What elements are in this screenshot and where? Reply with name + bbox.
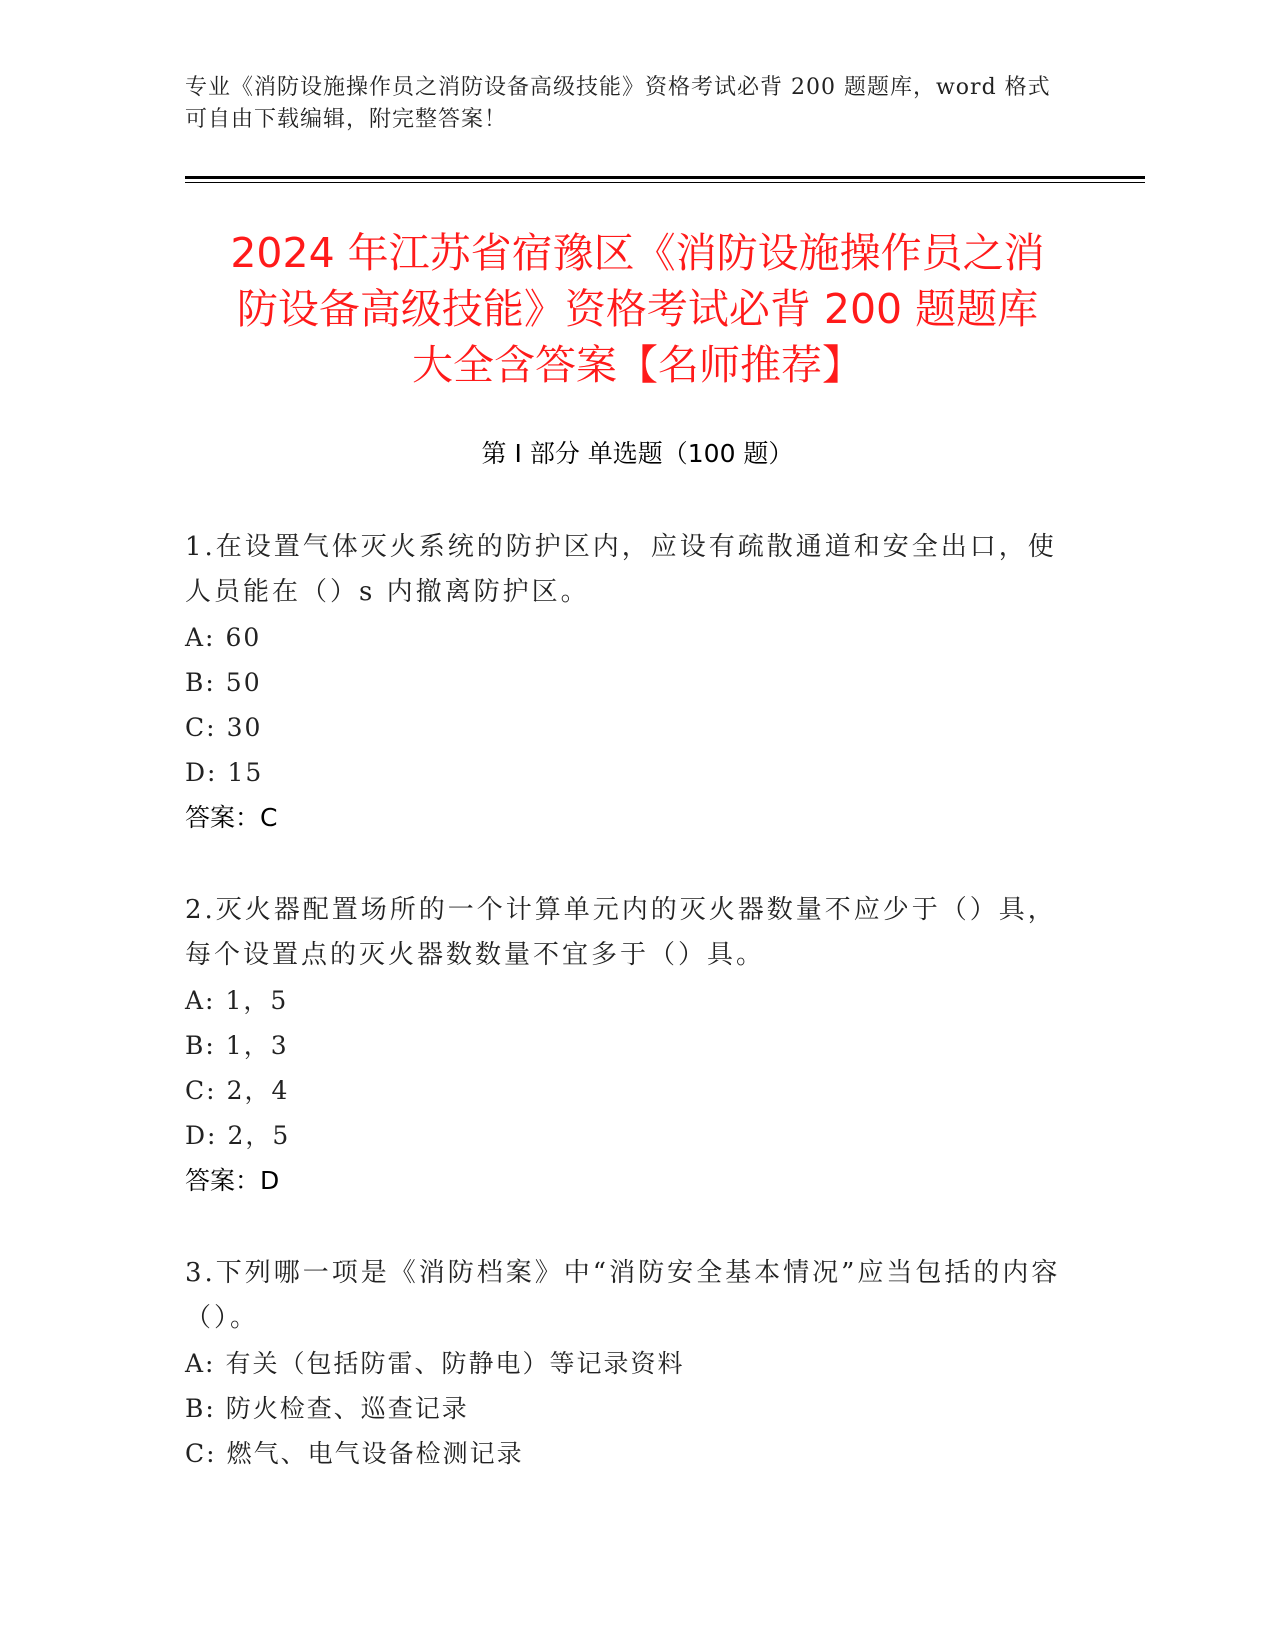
option-text: 防火检查、巡查记录 (225, 1394, 469, 1423)
question-list (185, 525, 1065, 1524)
title-line-3: 大全含答案【名师推荐】 (412, 341, 863, 389)
option-label: B: (185, 1394, 216, 1423)
option-a (185, 615, 1065, 660)
question-3 (185, 1251, 1065, 1476)
answer: 答案：D (185, 1166, 280, 1195)
document-title (150, 225, 1125, 393)
header-divider-thick (185, 176, 1145, 179)
option-a (185, 978, 1065, 1023)
option-label: A: (185, 623, 216, 652)
question-stem: 3.下列哪一项是《消防档案》中“消防安全基本情况”应当包括的内容（）。 (185, 1258, 1061, 1333)
option-a (185, 1341, 1065, 1386)
option-text: 2，5 (227, 1121, 291, 1150)
option-label: C: (185, 1439, 217, 1468)
section-heading: 第 I 部分 单选题（100 题） (481, 439, 794, 468)
question-1 (185, 525, 1065, 840)
title-line-2: 防设备高级技能》资格考试必背 200 题题库 (236, 285, 1039, 333)
option-b (185, 1386, 1065, 1431)
option-text: 60 (225, 623, 262, 652)
option-text: 30 (226, 713, 263, 742)
question-2 (185, 888, 1065, 1203)
option-b (185, 660, 1065, 705)
option-label: A: (185, 1349, 216, 1378)
option-label: A: (185, 986, 216, 1015)
option-c (185, 705, 1065, 750)
header-divider-thin (185, 182, 1145, 183)
option-b (185, 1023, 1065, 1068)
option-text: 1，5 (225, 986, 289, 1015)
option-text: 有关（包括防雷、防静电）等记录资料 (225, 1349, 685, 1378)
question-stem: 1.在设置气体灭火系统的防护区内，应设有疏散通道和安全出口，使人员能在（）s 内撤离防护区。 (185, 532, 1057, 607)
question-stem: 2.灭火器配置场所的一个计算单元内的灭火器数量不应少于（）具，每个设置点的灭火器数数量不宜多于（）具。 (185, 895, 1057, 970)
option-c (185, 1068, 1065, 1113)
option-label: D: (185, 758, 218, 787)
answer: 答案：C (185, 803, 278, 832)
option-label: B: (185, 668, 216, 697)
option-text: 15 (227, 758, 264, 787)
option-text: 2，4 (226, 1076, 290, 1105)
option-text: 1，3 (225, 1031, 289, 1060)
option-d (185, 1113, 1065, 1158)
option-c (185, 1431, 1065, 1476)
option-d (185, 750, 1065, 795)
option-label: C: (185, 1076, 217, 1105)
option-label: D: (185, 1121, 218, 1150)
option-text: 燃气、电气设备检测记录 (226, 1439, 524, 1468)
option-text: 50 (225, 668, 262, 697)
option-label: C: (185, 713, 217, 742)
header-note: 专业《消防设施操作员之消防设备高级技能》资格考试必背 200 题题库，word 格式可自由下载编辑，附完整答案！ (185, 75, 1051, 132)
option-label: B: (185, 1031, 216, 1060)
title-line-1: 2024 年江苏省宿豫区《消防设施操作员之消 (230, 229, 1045, 277)
